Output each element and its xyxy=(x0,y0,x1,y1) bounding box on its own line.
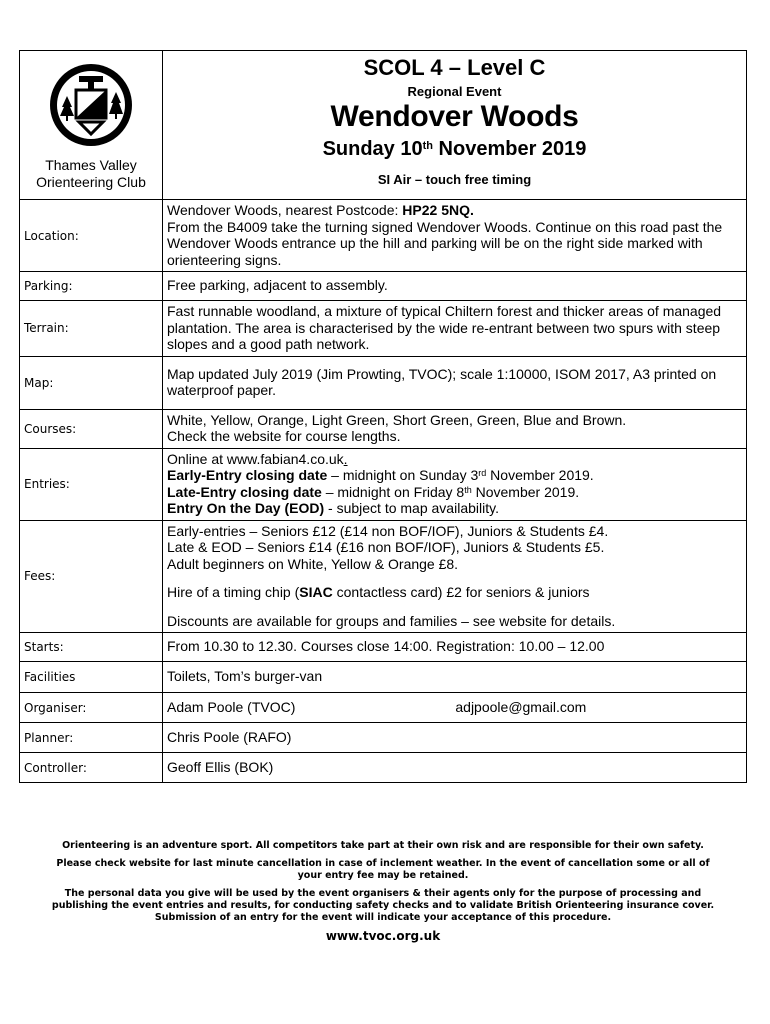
fees-label: Fees: xyxy=(20,520,163,633)
row-fees xyxy=(20,520,747,633)
row-location xyxy=(20,200,747,272)
row-entries xyxy=(20,448,747,520)
entries-value: Online at www.fabian4.co.uk. Early-Entry closing date – midnight on Sunday 3rd November 2019. Late-Entry closing date – midnight on Friday 8th November 2019. Entry On the Day (EOD) - subject to map availability. xyxy=(163,448,747,520)
event-date: Sunday 10th November 2019 xyxy=(322,138,587,160)
footer-website-link[interactable]: www.tvoc.org.uk xyxy=(325,929,441,943)
event-type: Regional Event xyxy=(407,84,502,99)
footer-safety: Orienteering is an adventure sport. All competitors take part at their own risk and are responsible for their own safety. xyxy=(62,840,704,851)
facilities-label: Facilities xyxy=(20,662,163,693)
club-name-line1: Thames Valley xyxy=(45,157,137,173)
parking-label: Parking: xyxy=(20,272,163,301)
event-header xyxy=(163,51,747,200)
map-value: Map updated July 2019 (Jim Prowting, TVOC); scale 1:10000, ISOM 2017, A3 printed on waterproof paper. xyxy=(163,356,747,409)
entries-online-link[interactable]: Online at www.fabian4.co.uk xyxy=(167,450,344,467)
club-name-line2: Orienteering Club xyxy=(36,174,146,190)
event-flyer xyxy=(19,50,747,783)
map-label: Map: xyxy=(20,356,163,409)
planner-label: Planner: xyxy=(20,723,163,753)
row-courses xyxy=(20,409,747,448)
organiser-value xyxy=(163,693,747,723)
event-level: SCOL 4 – Level C xyxy=(363,55,546,80)
event-details-table xyxy=(19,50,747,783)
footer-cancellation: Please check website for last minute cancellation in case of inclement weather. In the event of cancellation some or all of your entry fee may be retained. xyxy=(56,858,710,881)
row-controller xyxy=(20,753,747,783)
postcode: HP22 5NQ. xyxy=(402,202,474,218)
planner-value: Chris Poole (RAFO) xyxy=(163,723,747,753)
club-logo-icon xyxy=(47,62,135,148)
location-label: Location: xyxy=(20,200,163,272)
facilities-value: Toilets, Tom’s burger-van xyxy=(163,662,747,693)
event-timing: SI Air – touch free timing xyxy=(377,172,532,187)
entries-label: Entries: xyxy=(20,448,163,520)
event-venue: Wendover Woods xyxy=(330,100,579,133)
row-parking xyxy=(20,272,747,301)
fees-value: Early-entries – Seniors £12 (£14 non BOF/IOF), Juniors & Students £4. Late & EOD – Seniors £14 (£16 non BOF/IOF), Juniors & Students £5. Adult beginners on White, Yellow & Orange £8. Hire of a timing chip (SIAC contactless card) £2 for seniors & juniors Discounts are available for groups and families – see website for details. xyxy=(163,520,747,633)
terrain-value: Fast runnable woodland, a mixture of typical Chiltern forest and thicker areas of managed plantation. The area is characterised by the wide re-entrant between two spurs with steep slopes and a good path network. xyxy=(163,301,747,357)
organiser-name: Adam Poole (TVOC) xyxy=(167,698,296,715)
courses-label: Courses: xyxy=(20,409,163,448)
row-map xyxy=(20,356,747,409)
row-organiser xyxy=(20,693,747,723)
row-starts xyxy=(20,633,747,662)
row-terrain xyxy=(20,301,747,357)
row-facilities xyxy=(20,662,747,693)
courses-value: White, Yellow, Orange, Light Green, Short Green, Green, Blue and Brown. Check the website for course lengths. xyxy=(163,409,747,448)
starts-value: From 10.30 to 12.30. Courses close 14:00. Registration: 10.00 – 12.00 xyxy=(163,633,747,662)
starts-label: Starts: xyxy=(20,633,163,662)
organiser-label: Organiser: xyxy=(20,693,163,723)
parking-value: Free parking, adjacent to assembly. xyxy=(163,272,747,301)
location-value: Wendover Woods, nearest Postcode: HP22 5NQ. From the B4009 take the turning signed Wendover Woods. Continue on this road past the Wendover Woods entrance up the hill and parking will be on the right side marked with orienteering signs. xyxy=(163,200,747,272)
terrain-label: Terrain: xyxy=(20,301,163,357)
footer-notes xyxy=(19,840,747,942)
organiser-email[interactable]: adjpoole@gmail.com xyxy=(455,698,587,715)
controller-label: Controller: xyxy=(20,753,163,783)
logo-cell xyxy=(20,51,163,200)
footer-privacy: The personal data you give will be used by the event organisers & their agents only for the purpose of processing and publishing the event entries and results, for conducting safety checks and to validate British Orienteering insurance cover. Submission of an entry for the event will indicate your acceptance of this procedure. xyxy=(51,888,715,923)
row-planner xyxy=(20,723,747,753)
controller-value: Geoff Ellis (BOK) xyxy=(163,753,747,783)
